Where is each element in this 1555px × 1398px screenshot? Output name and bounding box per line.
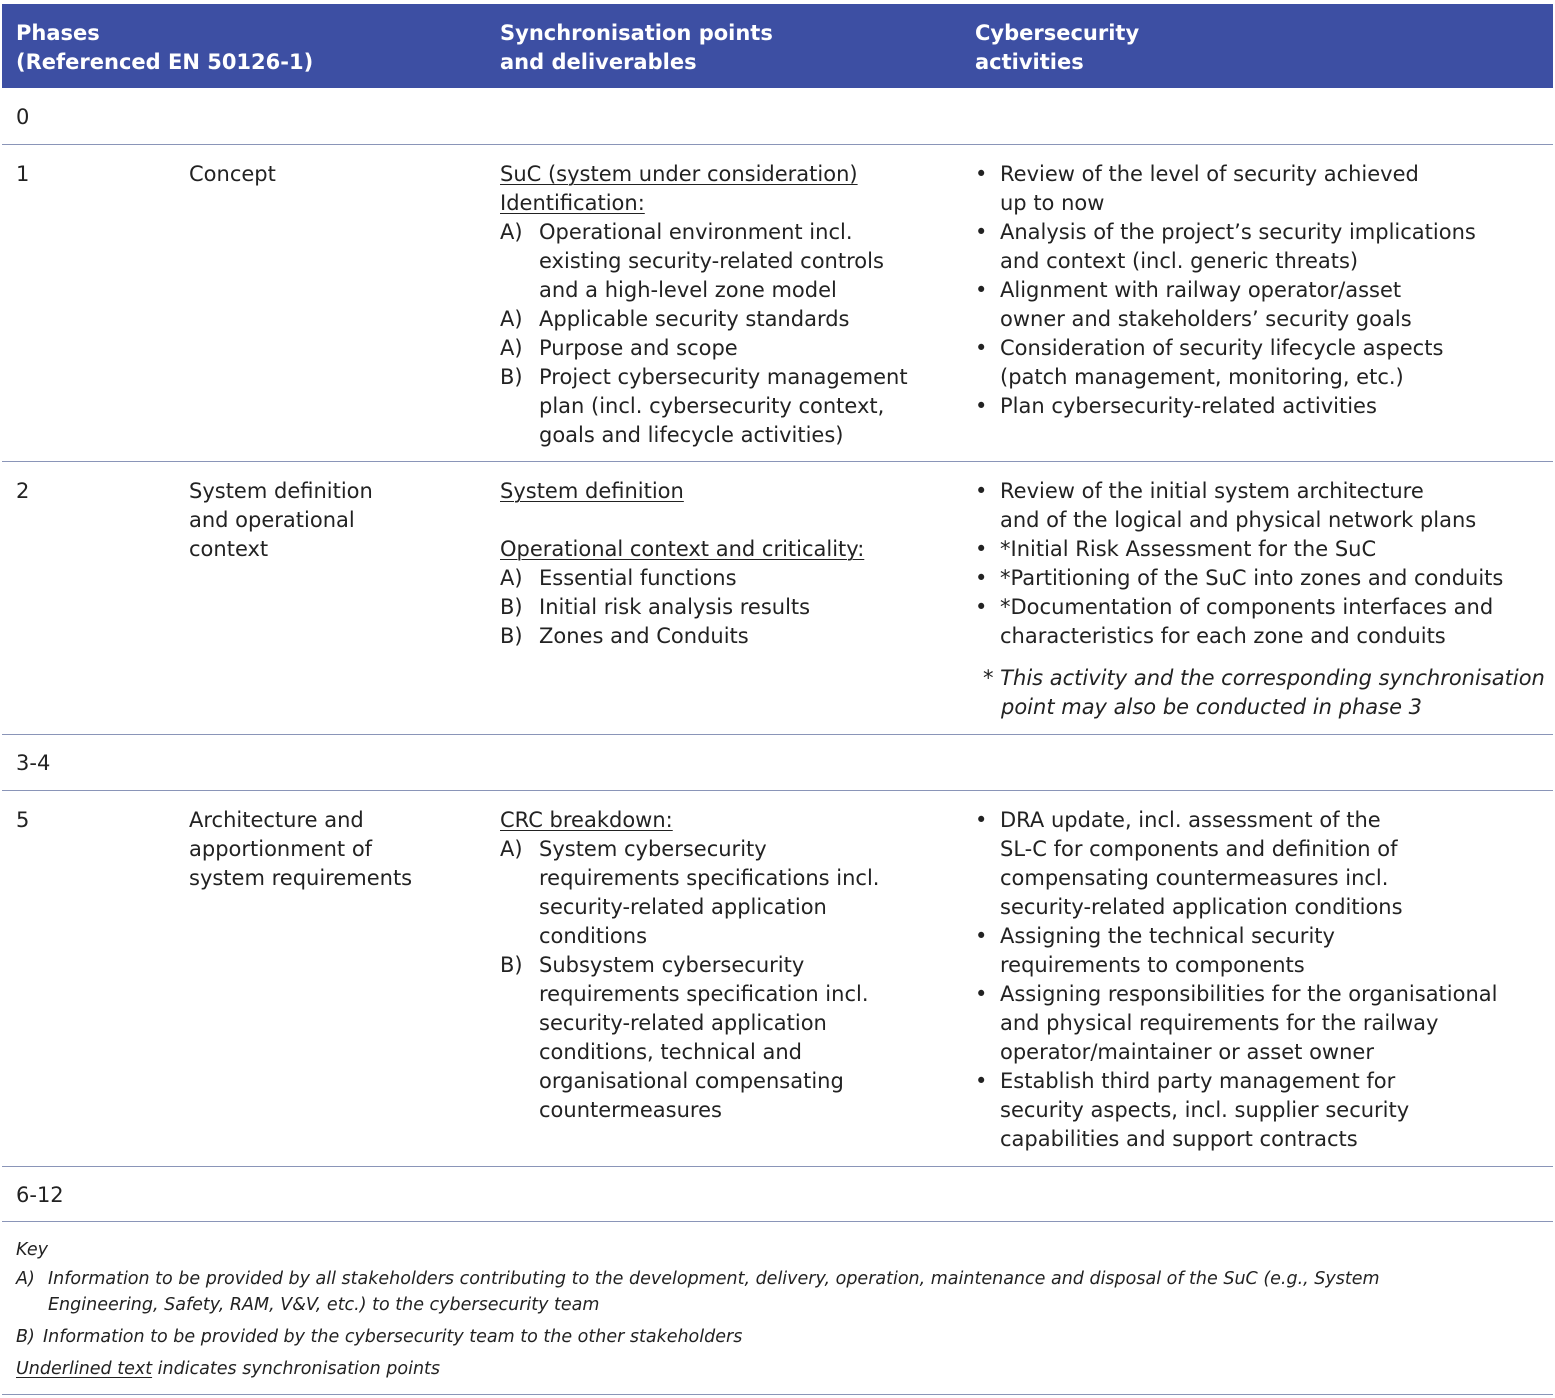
activity-text: requirements to components (1000, 953, 1305, 977)
phase-number: 0 (16, 105, 30, 129)
activity-text: operator/maintainer or asset owner (1000, 1040, 1374, 1064)
activity-text: Review of the level of security achieved (1000, 162, 1419, 186)
header-phases: Phases (Referenced EN 50126-1) (16, 21, 314, 74)
phase-name: System definition and operational context (189, 479, 373, 561)
bullet-icon: • (975, 595, 988, 619)
header-sync-points: Synchronisation points and deliverables (500, 21, 773, 74)
item-tag: B) (500, 624, 523, 648)
row-divider (2, 790, 1553, 791)
activity-text: Analysis of the project’s security implications (1000, 220, 1476, 244)
bullet-icon: • (975, 566, 988, 590)
bullet-icon: • (975, 336, 988, 360)
activity-text: and of the logical and physical network plans (1000, 508, 1477, 532)
item-text: existing security-related controls (539, 249, 884, 273)
item-text: requirements specifications incl. (539, 866, 880, 890)
activity-text: DRA update, incl. assessment of the (1000, 808, 1381, 832)
row-divider (2, 461, 1553, 462)
bullet-icon: • (975, 1069, 988, 1093)
activity-text: up to now (1000, 191, 1105, 215)
phase-number: 1 (16, 162, 30, 186)
bullet-icon: • (975, 808, 988, 832)
item-text: Initial risk analysis results (539, 595, 811, 619)
key-item-b-tag: B) (16, 1327, 35, 1347)
bullet-icon: • (975, 479, 988, 503)
item-tag: B) (500, 595, 523, 619)
activity-text: security aspects, incl. supplier security (1000, 1098, 1410, 1122)
activity-footnote: * This activity and the corresponding synchronisation point may also be conducted in phase 3 (983, 666, 1545, 719)
sync-deliverables (500, 806, 940, 1125)
activity-text: (patch management, monitoring, etc.) (1000, 365, 1404, 389)
activity-text: compensating countermeasures incl. (1000, 866, 1389, 890)
activity-text: Plan cybersecurity-related activities (1000, 394, 1377, 418)
phase-number: 3-4 (16, 751, 51, 775)
activity-text: Consideration of security lifecycle aspects (1000, 336, 1444, 360)
item-text: goals and lifecycle activities) (539, 423, 844, 447)
bullet-icon: • (975, 394, 988, 418)
item-text: requirements specification incl. (539, 982, 869, 1006)
phase-name: Architecture and apportionment of system requirements (189, 808, 413, 890)
item-tag: A) (500, 566, 523, 590)
item-text: conditions, technical and (539, 1040, 802, 1064)
item-text: Purpose and scope (539, 336, 738, 360)
activity-text: *Initial Risk Assessment for the SuC (1000, 537, 1377, 561)
activity-text: and physical requirements for the railway (1000, 1011, 1439, 1035)
item-text: security-related application (539, 895, 827, 919)
item-tag: A) (500, 336, 523, 360)
item-text: Applicable security standards (539, 307, 850, 331)
activity-text: Assigning the technical security (1000, 924, 1335, 948)
table-header (2, 4, 1553, 88)
item-text: organisational compensating (539, 1069, 844, 1093)
bullet-icon: • (975, 924, 988, 948)
row-divider (2, 1166, 1553, 1167)
row-divider (2, 734, 1553, 735)
item-text: conditions (539, 924, 648, 948)
key-item-a-text: Engineering, Safety, RAM, V&V, etc.) to the cybersecurity team (48, 1295, 600, 1315)
phase-number: 2 (16, 479, 30, 503)
item-tag: B) (500, 365, 523, 389)
activity-text: Assigning responsibilities for the organisational (1000, 982, 1498, 1006)
sync-point-heading: CRC breakdown: (500, 808, 673, 832)
sync-deliverables (500, 477, 940, 651)
activities-list (975, 477, 1545, 651)
item-text: Operational environment incl. (539, 220, 853, 244)
item-text: Zones and Conduits (539, 624, 749, 648)
item-text: Essential functions (539, 566, 737, 590)
activity-text: and context (incl. generic threats) (1000, 249, 1359, 273)
sync-point-heading: Identification: (500, 191, 645, 215)
row-divider (2, 1221, 1553, 1222)
sync-deliverables (500, 160, 940, 450)
activity-text: *Partitioning of the SuC into zones and conduits (1000, 566, 1504, 590)
item-text: security-related application (539, 1011, 827, 1035)
bullet-icon: • (975, 162, 988, 186)
bullet-icon: • (975, 278, 988, 302)
bullet-icon: • (975, 982, 988, 1006)
item-tag: B) (500, 953, 523, 977)
activity-text: *Documentation of components interfaces and (1000, 595, 1494, 619)
header-activities: Cybersecurity activities (975, 21, 1140, 74)
item-text: plan (incl. cybersecurity context, (539, 394, 885, 418)
item-tag: A) (500, 837, 523, 861)
key-title: Key (16, 1240, 48, 1260)
activity-text: characteristics for each zone and conduits (1000, 624, 1446, 648)
activity-text: security-related application conditions (1000, 895, 1403, 919)
item-tag: A) (500, 220, 523, 244)
item-text: and a high-level zone model (539, 278, 837, 302)
activities-list (975, 806, 1545, 1154)
activity-text: Review of the initial system architecture (1000, 479, 1424, 503)
activity-text: Establish third party management for (1000, 1069, 1396, 1093)
item-text: System cybersecurity (539, 837, 767, 861)
key-item-a-text: Information to be provided by all stakeholders contributing to the development, delivery, operation, maintenance and disposal of the SuC (e.g., System (48, 1269, 1380, 1289)
item-text: Project cybersecurity management (539, 365, 908, 389)
item-text: Subsystem cybersecurity (539, 953, 805, 977)
bullet-icon: • (975, 537, 988, 561)
phase-number: 5 (16, 808, 30, 832)
activity-text: Alignment with railway operator/asset (1000, 278, 1402, 302)
key-item-a-tag: A) (16, 1269, 35, 1289)
row-divider (2, 144, 1553, 145)
key-underline-note: Underlined text indicates synchronisation points (16, 1359, 441, 1379)
activity-text: SL-C for components and definition of (1000, 837, 1398, 861)
sync-point-heading: Operational context and criticality: (500, 537, 865, 561)
item-text: countermeasures (539, 1098, 722, 1122)
phase-number: 6-12 (16, 1183, 64, 1207)
bullet-icon: • (975, 220, 988, 244)
phase-name: Concept (189, 162, 276, 186)
activity-text: capabilities and support contracts (1000, 1127, 1358, 1151)
key-bottom-divider (2, 1394, 1553, 1395)
sync-point-heading: SuC (system under consideration) (500, 162, 858, 186)
sync-point-heading: System definition (500, 479, 684, 503)
activity-text: owner and stakeholders’ security goals (1000, 307, 1412, 331)
activities-list (975, 160, 1545, 421)
key-item-b-text: Information to be provided by the cybersecurity team to the other stakeholders (43, 1327, 743, 1347)
item-tag: A) (500, 307, 523, 331)
